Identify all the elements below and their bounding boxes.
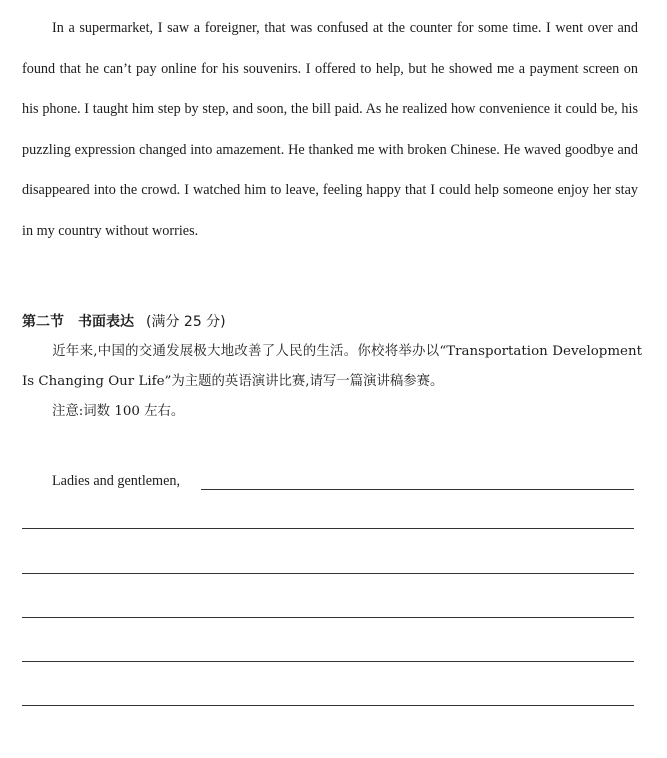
section-title bbox=[22, 311, 226, 331]
answer-line[interactable] bbox=[22, 573, 634, 574]
word-count-note: 注意:词数 100 左右。 bbox=[52, 404, 185, 419]
answer-line[interactable] bbox=[22, 705, 634, 706]
answer-line[interactable] bbox=[22, 617, 634, 618]
section-heading: 第二节 书面表达 bbox=[22, 314, 134, 330]
answer-line[interactable] bbox=[201, 489, 634, 490]
passage-text: In a supermarket, I saw a foreigner, that was confused at the counter for some time. I went over and found that he can’t pay online for his souvenirs. I offered to help, but he showed me a payment screen on his phone. I taught him step by step, and soon, the bill paid. As he realized how convenience it could be, his puzzling expression changed into amazement. He thanked me with broken Chinese. He waved goodbye and disappeared into the crowd. I watched him to leave, feeling happy that I could help someone enjoy her stay in my country without worries. bbox=[22, 20, 638, 239]
answer-first-line[interactable] bbox=[52, 470, 634, 492]
writing-prompt bbox=[22, 337, 642, 397]
answer-line[interactable] bbox=[22, 661, 634, 662]
prompt-text: 近年来,中国的交通发展极大地改善了人民的生活。你校将举办以“Transportation Development Is Changing Our Life”为主题的英语演讲比赛,请写一篇演讲稿参赛。 bbox=[22, 344, 642, 389]
answer-line[interactable] bbox=[22, 528, 634, 529]
speech-greeting: Ladies and gentlemen, bbox=[52, 473, 181, 489]
section-points: (满分 25 分) bbox=[146, 314, 226, 330]
error-correction-passage bbox=[22, 8, 638, 251]
